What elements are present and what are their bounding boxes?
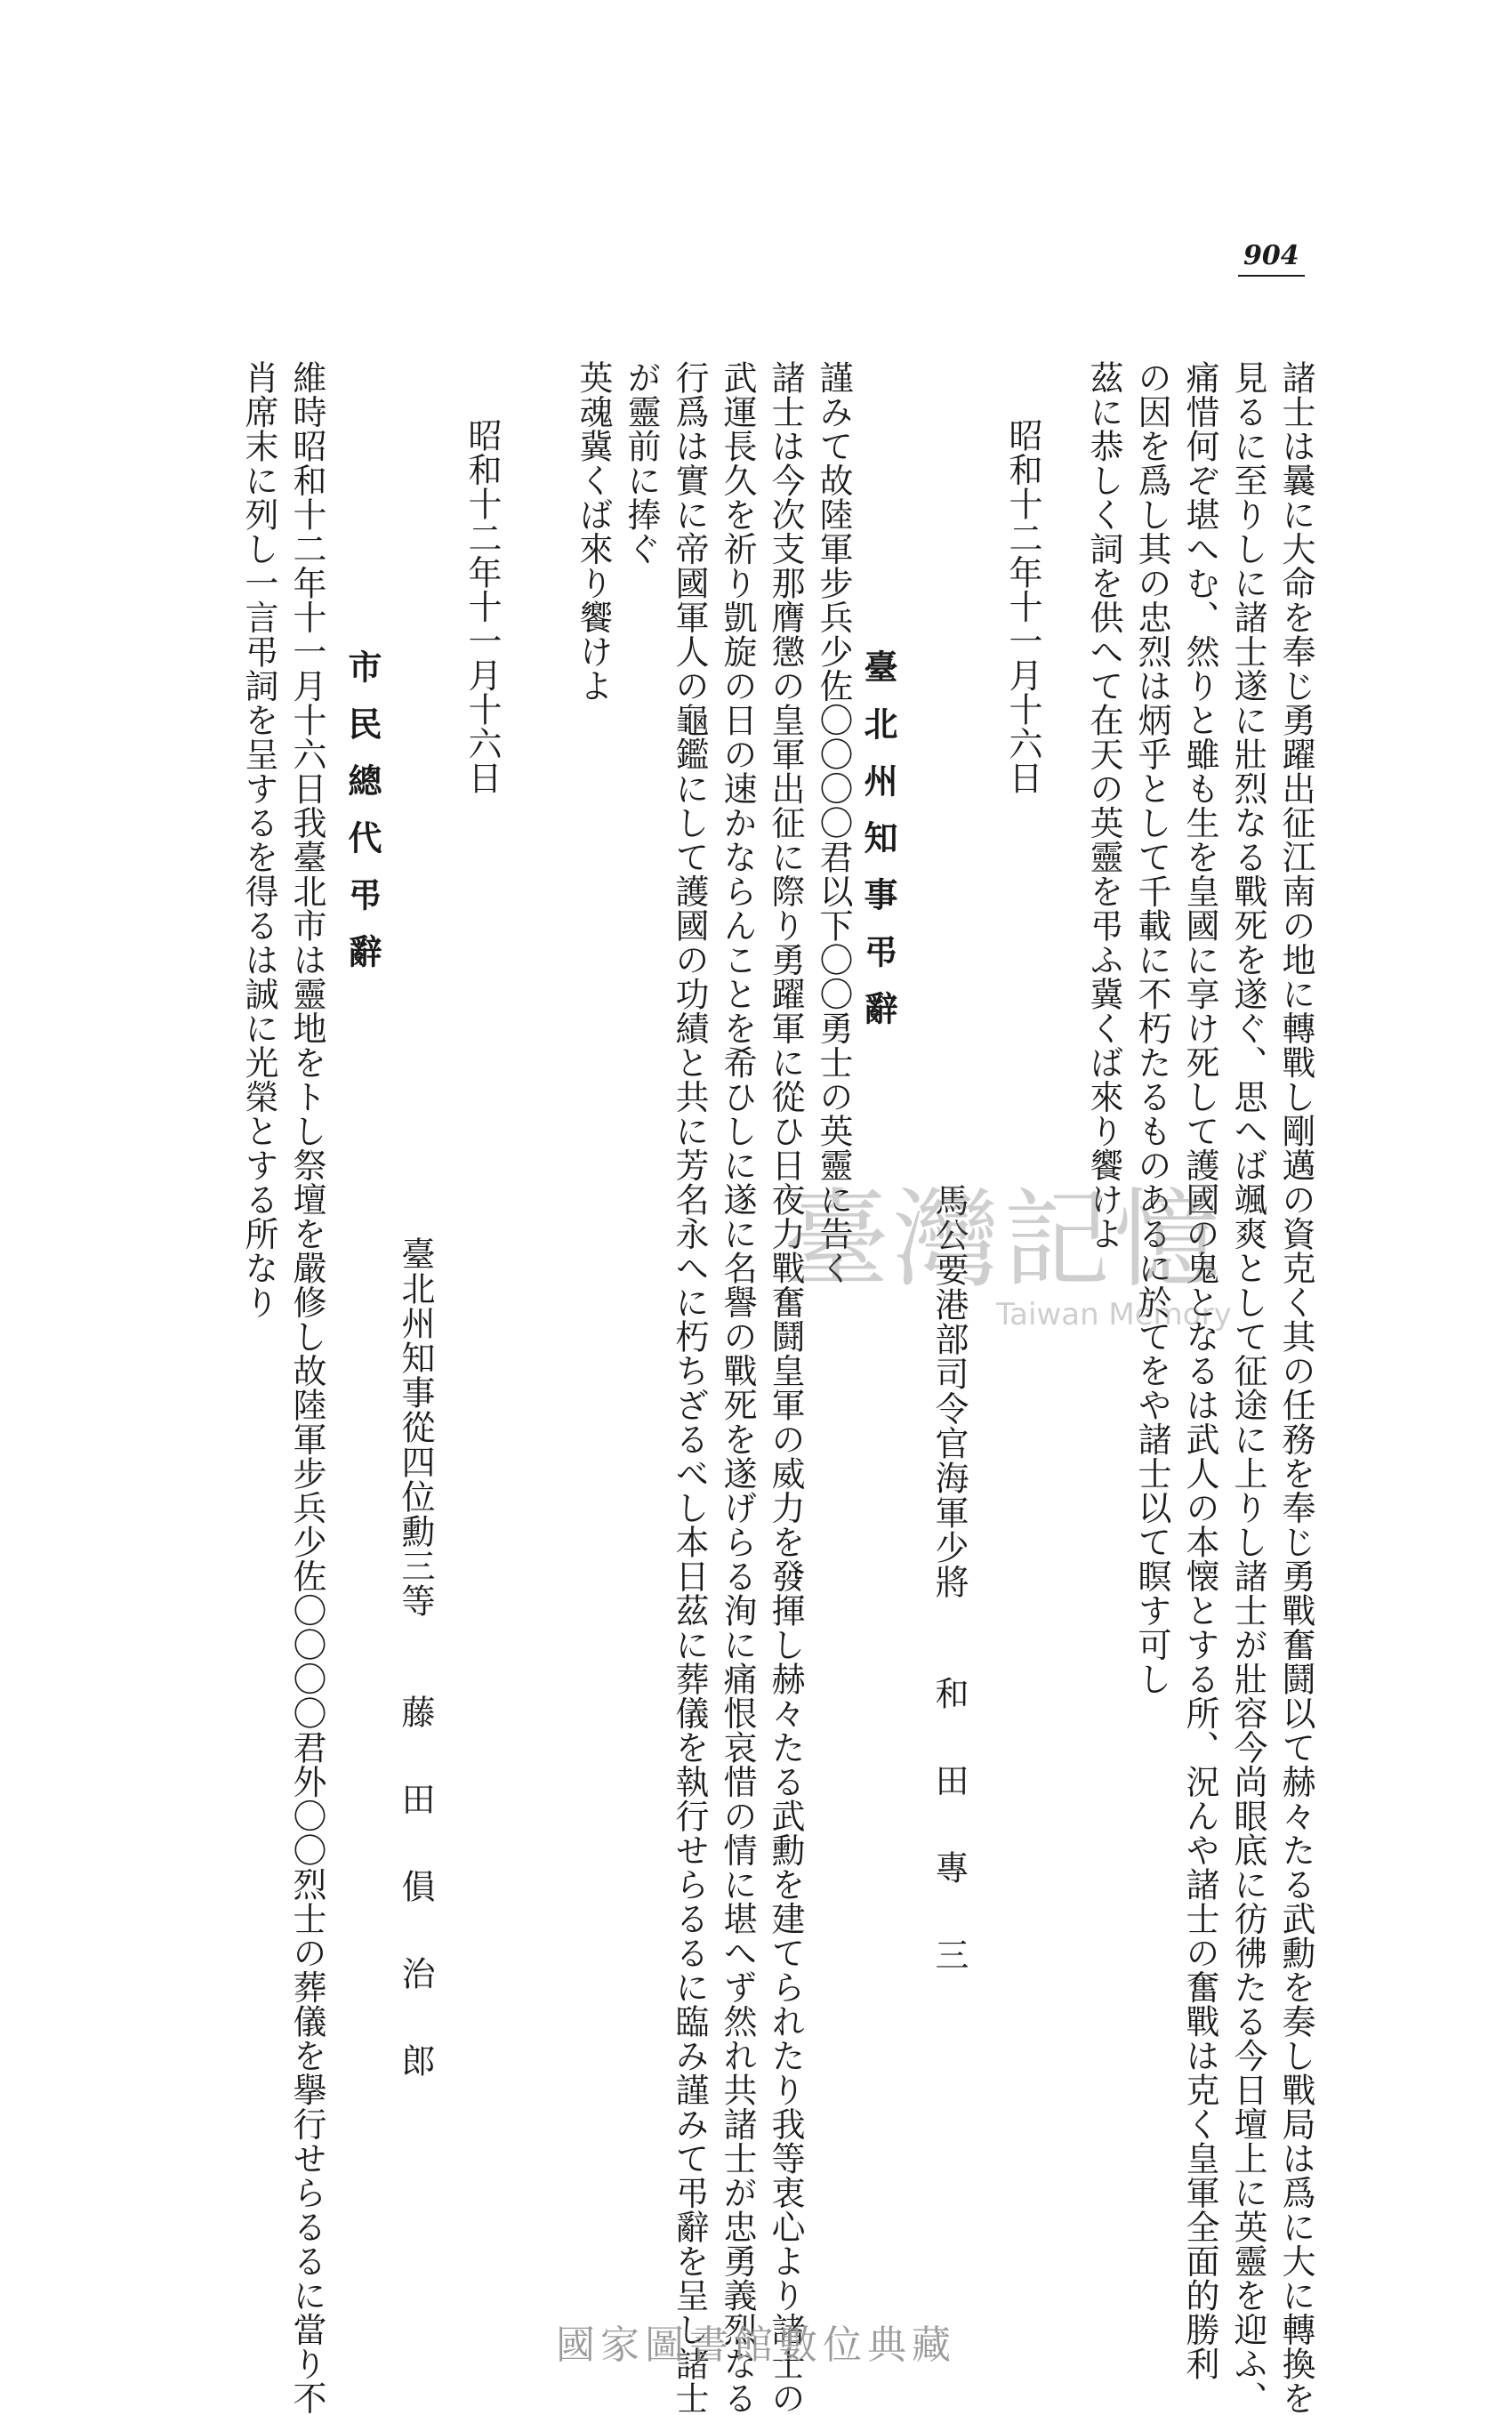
text-column: 行爲は實に帝國軍人の龜鑑にして護國の功績と共に芳名永へに朽ちざるべし本日茲に葬儀を執行せらるるに臨み謹みて弔辭を呈し諸士 (670, 360, 709, 2415)
text-column: 武運長久を祈り凱旋の日の速かならんことを希ひしに遂に名譽の戰死を遂げらる洵に痛恨哀惜の情に堪へず然れ共諸士が忠勇義烈なる (718, 360, 757, 2415)
watermark-english-text: Taiwan Memory (996, 1297, 1232, 1332)
page-number: 904 (1238, 240, 1305, 277)
text-column: 諸士は今次支那膺懲の皇軍出征に際り勇躍軍に從ひ日夜力戰奮鬪皇軍の威力を發揮し赫々たる武勳を建てられたり我等衷心より諸士の (766, 360, 805, 2415)
signature-title: 臺北州知事從四位勳三等 (396, 1236, 435, 1618)
section-heading: 市民總代弔辭 (342, 649, 382, 991)
text-column: の因を爲し其の忠烈は炳乎として千載に不朽たるものあるに於てをや諸士以て瞑す可し (1132, 360, 1171, 1696)
signature-line (391, 1236, 439, 2130)
text-column: 英魂冀くば來り饗けよ (574, 360, 613, 703)
signature-name: 藤田傊治郎 (396, 1695, 435, 2131)
text-column: 見るに至りしに諸士遂に壯烈なる戰死を遂ぐ、思へば颯爽として征途に上りし諸士が壯容今尚眼底に彷彿たる今日壇上に英靈を迎ふ、 (1228, 360, 1267, 2415)
text-column: 痛惜何ぞ堪へむ、然りと雖も生を皇國に享け死して護國の鬼となるは武人の本懐とする所、況んや諸士の奮戰は克く皇軍全面的勝利 (1180, 360, 1219, 2381)
signature-title: 馬公要港部司令官海軍少將 (929, 1183, 969, 1599)
text-column: 肖席末に列し一言弔詞を呈するを得るは誠に光榮とする所なり (239, 360, 278, 1319)
section-heading: 臺北州知事弔辭 (858, 649, 898, 1048)
date-line: 昭和十二年十一月十六日 (1003, 418, 1042, 795)
footer-caption: 國家圖書館數位典藏 (556, 2322, 956, 2368)
watermark-logo-text: 臺灣記憶 (783, 1179, 1224, 1302)
signature-line (925, 1183, 973, 2025)
date-line: 昭和十二年十一月十六日 (462, 418, 502, 795)
text-column: 諸士は曩に大命を奉じ勇躍出征江南の地に轉戰し剛邁の資克く其の任務を奉じ勇戰奮鬪以て赫々たる武勳を奏し戰局は爲に大に轉換を (1276, 360, 1315, 2415)
text-column: 維時昭和十二年十一月十六日我臺北市は靈地をトし祭壇を嚴修し故陸軍步兵少佐〇〇〇〇君外〇〇烈士の葬儀を擧行せらるるに當り不 (287, 360, 326, 2415)
signature-name: 和田專三 (929, 1676, 969, 2025)
text-column: 謹みて故陸軍步兵少佐〇〇〇〇君以下〇〇勇士の英靈に告く (814, 360, 853, 1285)
text-column: が靈前に捧ぐ (622, 360, 661, 566)
text-column: 茲に恭しく詞を供へて在天の英靈を弔ふ冀くば來り饗けよ (1084, 360, 1123, 1251)
